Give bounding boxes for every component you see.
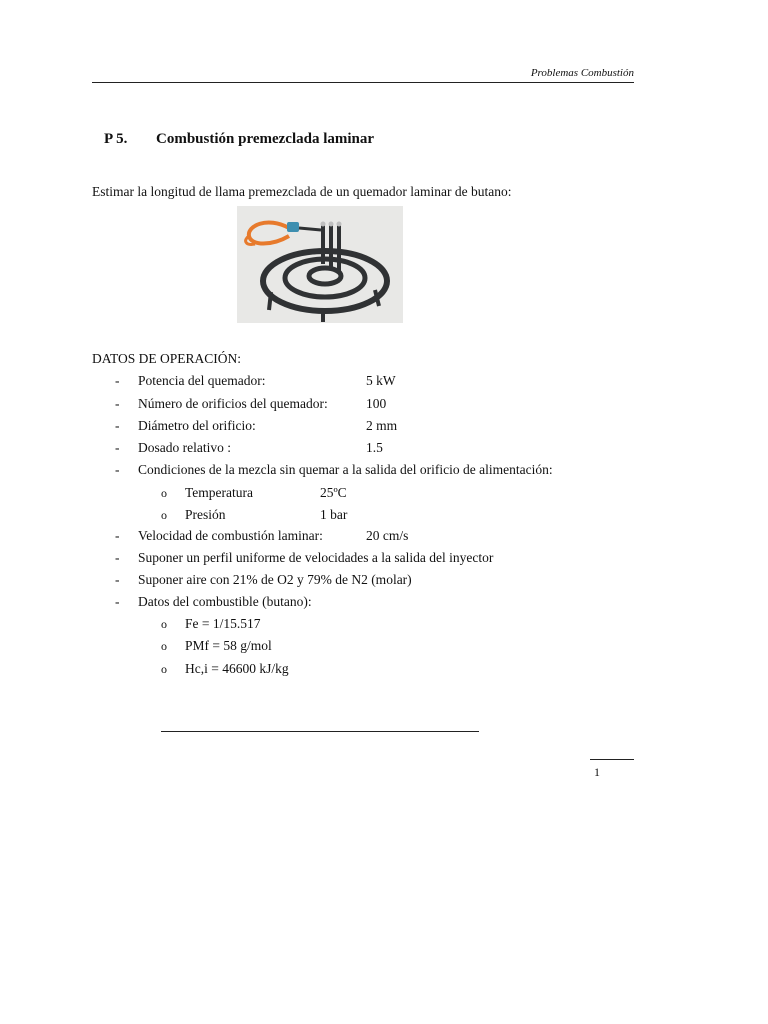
sub-bullet: o xyxy=(161,486,167,500)
footnote-divider xyxy=(161,731,479,732)
sub-bullet: o xyxy=(161,662,167,676)
problem-statement: Estimar la longitud de llama premezclada de un quemador laminar de butano: xyxy=(92,184,512,199)
item-value: 100 xyxy=(366,396,387,411)
item-label: Potencia del quemador: xyxy=(138,373,266,388)
list-dash: - xyxy=(115,550,120,565)
item-label: Dosado relativo : xyxy=(138,440,231,455)
list-dash: - xyxy=(115,396,120,411)
gas-burner-photo xyxy=(237,206,403,323)
item-label: Diámetro del orificio: xyxy=(138,418,256,433)
page-number-divider xyxy=(590,759,634,760)
item-value: 25ºC xyxy=(320,485,347,500)
item-label: Número de orificios del quemador: xyxy=(138,396,328,411)
list-dash: - xyxy=(115,572,120,587)
item-label: Suponer aire con 21% de O2 y 79% de N2 (molar) xyxy=(138,572,412,587)
running-header xyxy=(92,66,634,83)
list-dash: - xyxy=(115,440,120,455)
running-header-title: Problemas Combustión xyxy=(530,67,634,79)
item-label: Condiciones de la mezcla sin quemar a la salida del orificio de alimentación: xyxy=(138,462,553,477)
gas-burner-illustration xyxy=(237,206,403,323)
item-label: Fe = 1/15.517 xyxy=(185,616,261,631)
sub-bullet: o xyxy=(161,508,167,522)
item-value: 1 bar xyxy=(320,507,348,522)
section-title: DATOS DE OPERACIÓN: xyxy=(92,351,242,366)
item-value: 5 kW xyxy=(366,373,396,388)
list-dash: - xyxy=(115,373,120,388)
item-label: Datos del combustible (butano): xyxy=(138,594,312,609)
list-dash: - xyxy=(115,462,120,477)
item-label: Hc,i = 46600 kJ/kg xyxy=(185,661,289,676)
item-label: Temperatura xyxy=(185,485,254,500)
list-dash: - xyxy=(115,418,120,433)
item-value: 1.5 xyxy=(366,440,383,455)
item-label: Suponer un perfil uniforme de velocidades a la salida del inyector xyxy=(138,550,494,565)
item-label: Velocidad de combustión laminar: xyxy=(138,528,323,543)
item-value: 2 mm xyxy=(366,418,398,433)
item-label: PMf = 58 g/mol xyxy=(185,638,272,653)
item-label: Presión xyxy=(185,507,226,522)
page-number: 1 xyxy=(594,765,600,779)
sub-bullet: o xyxy=(161,617,167,631)
problem-number: P 5. xyxy=(104,131,128,147)
list-dash: - xyxy=(115,528,120,543)
problem-title: Combustión premezclada laminar xyxy=(156,131,375,147)
sub-bullet: o xyxy=(161,639,167,653)
item-value: 20 cm/s xyxy=(366,528,409,543)
list-dash: - xyxy=(115,594,120,609)
